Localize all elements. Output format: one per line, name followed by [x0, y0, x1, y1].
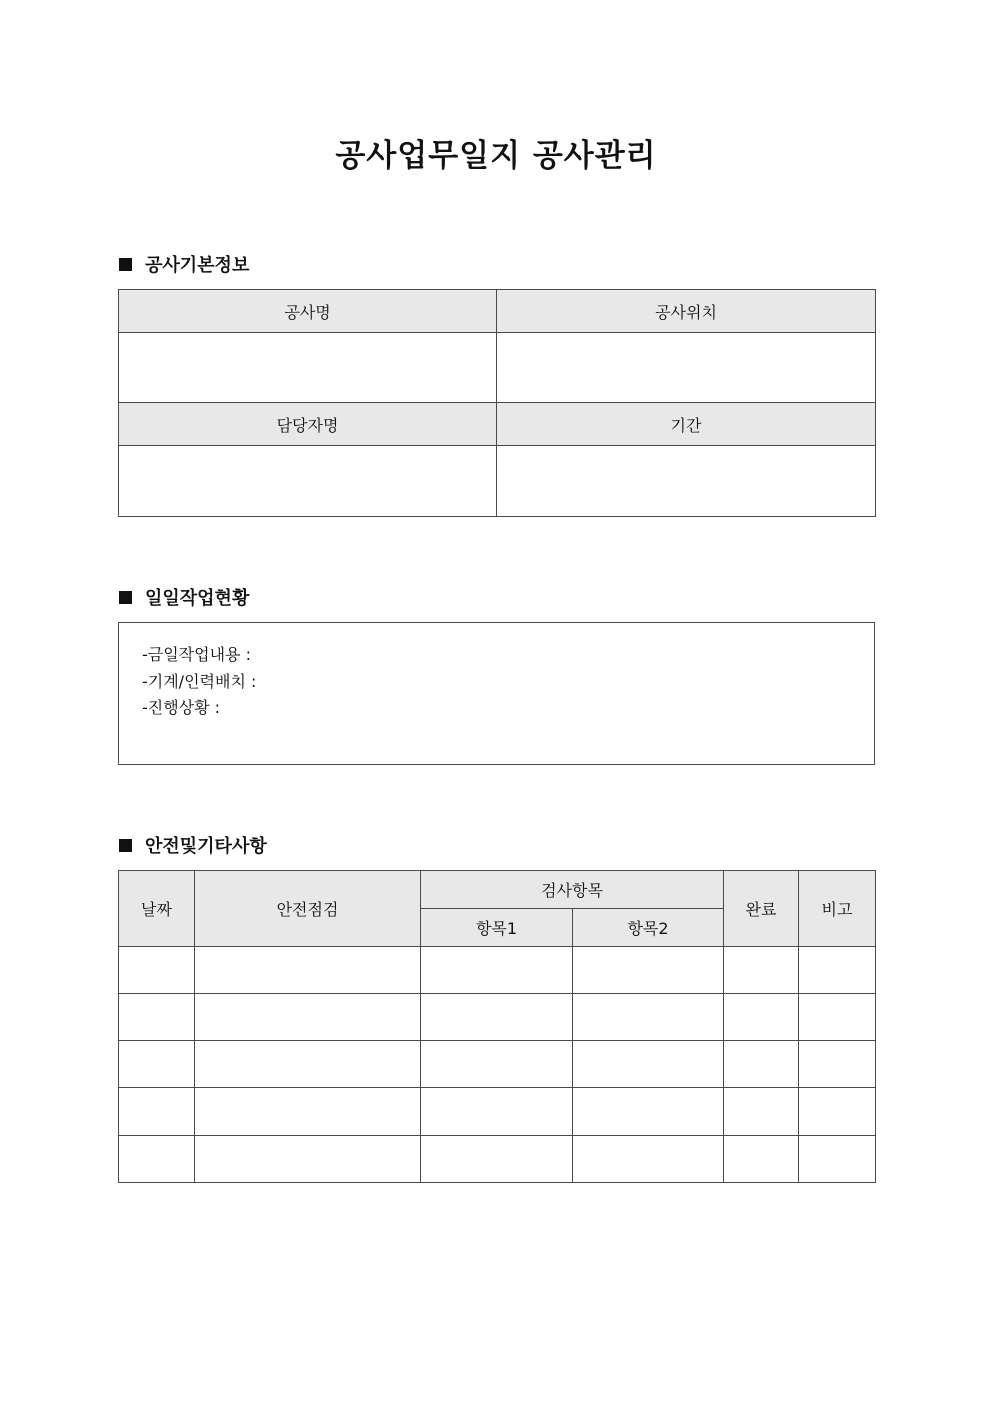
header-done: 완료: [724, 871, 799, 947]
item1-cell[interactable]: [421, 1136, 573, 1183]
note-cell[interactable]: [799, 994, 876, 1041]
item2-cell[interactable]: [573, 1088, 724, 1136]
header-date: 날짜: [119, 871, 195, 947]
progress-line: -진행상황 :: [142, 698, 221, 717]
daily-work-box[interactable]: [118, 622, 875, 765]
done-cell[interactable]: [724, 947, 799, 994]
square-bullet-icon: [119, 591, 132, 604]
today-work-line: -금일작업내용 :: [142, 645, 251, 664]
item1-cell[interactable]: [421, 1088, 573, 1136]
section-heading-basic-info: [119, 251, 249, 277]
section-title: 일일작업현황: [145, 588, 250, 609]
note-cell[interactable]: [799, 1041, 876, 1088]
header-item1: 항목1: [421, 909, 573, 947]
square-bullet-icon: [119, 839, 132, 852]
table-row: [119, 1136, 876, 1183]
header-project-name: 공사명: [119, 290, 497, 333]
item1-cell[interactable]: [421, 994, 573, 1041]
header-note: 비고: [799, 871, 876, 947]
note-cell[interactable]: [799, 947, 876, 994]
table-row: [119, 994, 876, 1041]
page-title: 공사업무일지 공사관리: [335, 138, 657, 174]
equipment-labor-line: -기계/인력배치 :: [142, 671, 257, 691]
table-row: [119, 1088, 876, 1136]
header-project-location: 공사위치: [497, 290, 876, 333]
table-row: [119, 947, 876, 994]
manager-name-cell[interactable]: [119, 446, 497, 517]
safety-check-cell[interactable]: [195, 1041, 421, 1088]
item1-cell[interactable]: [421, 947, 573, 994]
header-item2: 항목2: [573, 909, 724, 947]
section-title: 공사기본정보: [145, 255, 250, 276]
done-cell[interactable]: [724, 1088, 799, 1136]
date-cell[interactable]: [119, 1088, 195, 1136]
note-cell[interactable]: [799, 1088, 876, 1136]
safety-check-cell[interactable]: [195, 994, 421, 1041]
safety-check-cell[interactable]: [195, 1088, 421, 1136]
square-bullet-icon: [119, 258, 132, 271]
date-cell[interactable]: [119, 1041, 195, 1088]
header-manager-name: 담당자명: [119, 403, 497, 446]
item2-cell[interactable]: [573, 1041, 724, 1088]
safety-table: [118, 870, 876, 1183]
safety-check-cell[interactable]: [195, 947, 421, 994]
date-cell[interactable]: [119, 994, 195, 1041]
header-inspection-items: 검사항목: [421, 871, 724, 909]
safety-check-cell[interactable]: [195, 1136, 421, 1183]
note-cell[interactable]: [799, 1136, 876, 1183]
section-title: 안전및기타사항: [145, 836, 267, 857]
daily-work-lines: [142, 642, 256, 722]
period-cell[interactable]: [497, 446, 876, 517]
header-period: 기간: [497, 403, 876, 446]
done-cell[interactable]: [724, 1041, 799, 1088]
header-safety-check: 안전점검: [195, 871, 421, 947]
item1-cell[interactable]: [421, 1041, 573, 1088]
section-heading-safety: [119, 832, 267, 858]
project-name-cell[interactable]: [119, 333, 497, 403]
item2-cell[interactable]: [573, 947, 724, 994]
done-cell[interactable]: [724, 994, 799, 1041]
section-heading-daily-work: [119, 584, 249, 610]
table-row: [119, 1041, 876, 1088]
item2-cell[interactable]: [573, 1136, 724, 1183]
basic-info-table: [118, 289, 876, 517]
item2-cell[interactable]: [573, 994, 724, 1041]
date-cell[interactable]: [119, 947, 195, 994]
project-location-cell[interactable]: [497, 333, 876, 403]
done-cell[interactable]: [724, 1136, 799, 1183]
date-cell[interactable]: [119, 1136, 195, 1183]
